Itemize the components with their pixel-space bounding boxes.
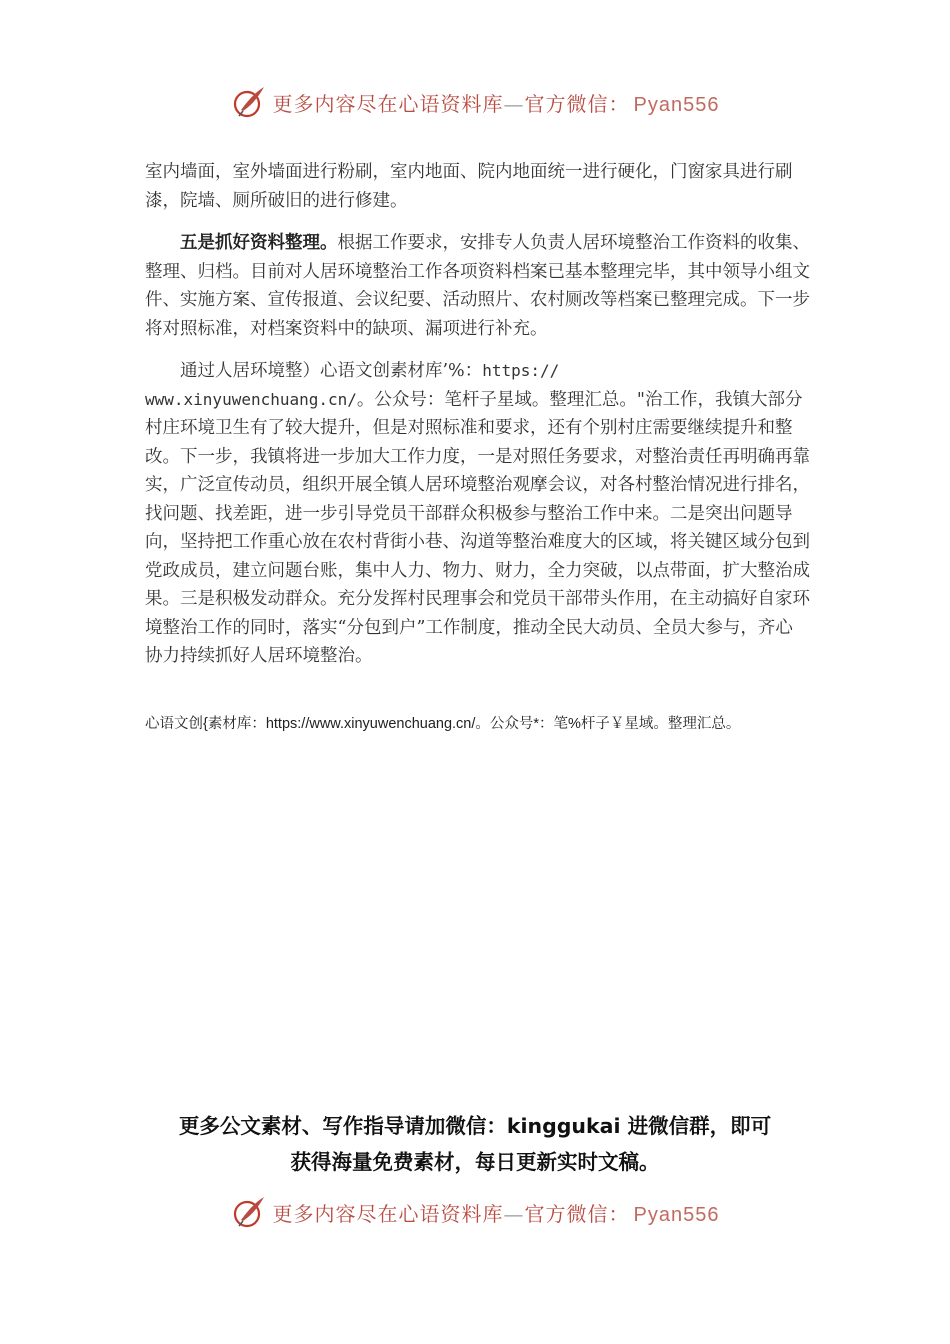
paragraph-3-url-a: https://	[482, 361, 560, 380]
banner-text	[273, 1198, 720, 1227]
paragraph-2	[145, 229, 810, 343]
document-body	[145, 158, 810, 671]
paragraph-3	[145, 357, 810, 671]
paragraph-1: 室内墙面，室外墙面进行粉刷，室内地面、院内地面统一进行硬化，门窗家具进行刷漆，院墙、厕所破旧的进行修建。	[145, 162, 793, 211]
banner-wechat-id: Pyan556	[633, 1203, 720, 1226]
paragraph-2-text: 根据工作要求，安排专人负责人居环境整治工作资料的收集、整理、归档。目前对人居环境整治工作各项资料档案已基本整理完毕，其中领导小组文件、实施方案、宣传报道、会议纪要、活动照片、农村厕改等档案已整理完成。下一步将对照标准，对档案资料中的缺项、漏项进行补充。	[145, 233, 810, 339]
quill-pen-logo-icon	[231, 1194, 267, 1230]
paragraph-3-start: 通过人居环境整）心语文创素材库’%：	[180, 361, 483, 381]
banner-wechat-label: 官方微信：	[524, 91, 630, 116]
banner-dash: —	[503, 91, 525, 116]
paragraph-3-text: 。公众号：笔杆子星域。整理汇总。"治工作，我镇大部分村庄环境卫生有了较大提升，但是对照标准和要求，还有个别村庄需要继续提升和整改。下一步，我镇将进一步加大工作力度，一是对照任务要求，对整治责任再明确再靠实，广泛宣传动员，组织开展全镇人居环境整治观摩会议，对各村整治情况进行排名，找问题、找差距，进一步引导党员干部群众积极参与整治工作中来。二是突出问题导向，坚持把工作重心放在农村背街小巷、沟道等整治难度大的区域，将关键区域分包到党政成员，建立问题台账，集中人力、物力、财力，全力突破，以点带面，扩大整治成果。三是积极发动群众。充分发挥村民理事会和党员干部带头作用，在主动搞好自家环境整治工作的同时，落实“分包到户”工作制度，推动全民大动员、全员大参与，齐心协力持续抓好人居环境整治。	[145, 389, 810, 666]
header-banner	[0, 80, 950, 124]
paragraph-3-url-b: www.xinyuwenchuang.cn/	[145, 389, 357, 409]
banner-title: 更多内容尽在心语资料库	[272, 1201, 504, 1226]
banner-text	[273, 88, 720, 117]
promo-line-2: 获得海量免费素材，每日更新实时文稿。	[290, 1150, 660, 1174]
quill-pen-logo-icon	[231, 84, 267, 120]
banner-title: 更多内容尽在心语资料库	[272, 91, 504, 116]
footer-banner	[0, 1190, 950, 1234]
promo-block	[0, 1108, 950, 1180]
banner-wechat-label: 官方微信：	[524, 1201, 630, 1226]
source-note: 心语文创{素材库：https://www.xinyuwenchuang.cn/。公众号*：笔%杆子￥星域。整理汇总。	[145, 716, 741, 732]
banner-dash: —	[503, 1201, 525, 1226]
paragraph-2-lead: 五是抓好资料整理。	[180, 233, 338, 253]
promo-line-1: 更多公文素材、写作指导请加微信：kinggukai 进微信群，即可	[178, 1114, 772, 1138]
banner-wechat-id: Pyan556	[633, 93, 720, 116]
